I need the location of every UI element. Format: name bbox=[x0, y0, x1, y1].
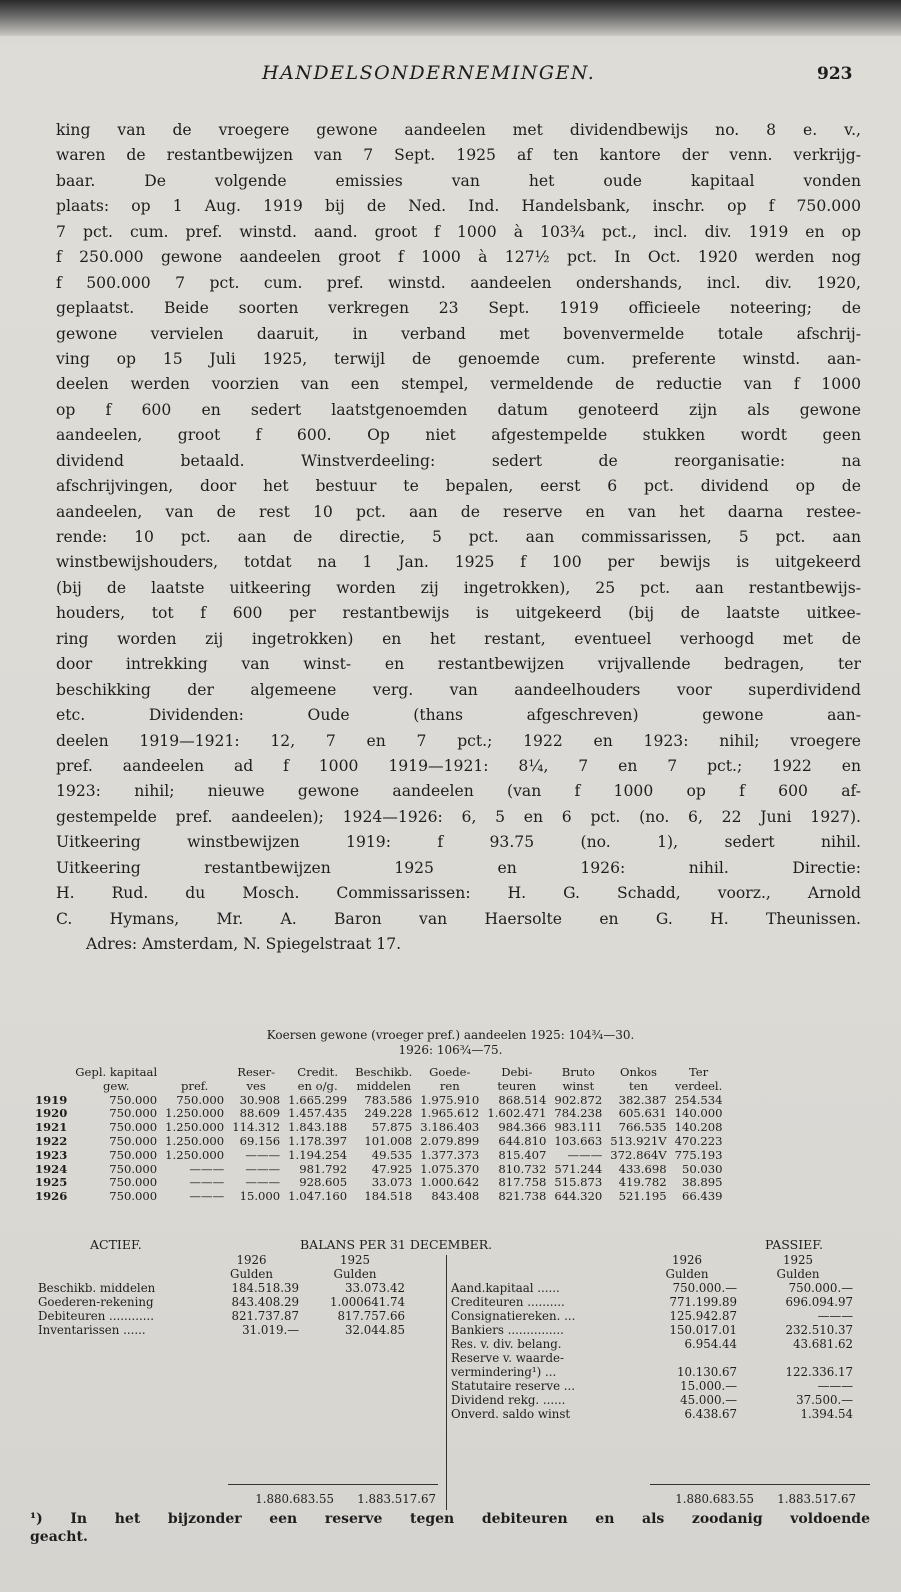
table-row bbox=[35, 1163, 727, 1177]
table-cell: 1.194.254 bbox=[288, 1147, 348, 1162]
body-line: Uitkeering winstbewijzen 1919: f 93.75 (no. 1), sedert nihil. bbox=[56, 833, 861, 852]
actief-value: 184.518.39 bbox=[231, 1281, 299, 1295]
passief-value: 6.438.67 bbox=[684, 1407, 737, 1421]
table-cell: 249.228 bbox=[364, 1106, 413, 1121]
table-cell: 571.244 bbox=[554, 1161, 603, 1176]
passief-value: 45.000.— bbox=[680, 1393, 737, 1407]
table-cell: 843.408 bbox=[431, 1189, 480, 1204]
table-header-cell: Goede- bbox=[429, 1065, 471, 1079]
table-cell: 114.312 bbox=[232, 1120, 281, 1135]
passief-label: Reserve v. waarde- bbox=[451, 1351, 565, 1365]
table-cell: 1.457.435 bbox=[288, 1106, 348, 1121]
table-cell: 750.000 bbox=[109, 1092, 158, 1107]
body-line: aandeelen, van de rest 10 pct. aan de reserve en van het daarna restee- bbox=[56, 502, 861, 521]
actief-label: ACTIEF. bbox=[90, 1237, 142, 1252]
table-header-cell: ren bbox=[439, 1078, 460, 1093]
passief-total-a: 1.880.683.55 bbox=[675, 1492, 754, 1506]
passief-label: PASSIEF. bbox=[765, 1237, 823, 1252]
table-cell: ——— bbox=[245, 1175, 281, 1190]
body-line: beschikking der algemeene verg. van aandeelhouders voor superdividend bbox=[56, 680, 861, 699]
table-cell: 88.609 bbox=[239, 1106, 281, 1121]
table-cell: 1.965.612 bbox=[420, 1106, 480, 1121]
table-cell: 644.810 bbox=[498, 1133, 547, 1148]
table-cell: 515.873 bbox=[554, 1175, 603, 1190]
table-header-cell: Beschikb. bbox=[355, 1065, 413, 1079]
passief-value: ——— bbox=[817, 1379, 853, 1393]
passief-row bbox=[448, 1337, 856, 1351]
passief-value: 122.336.17 bbox=[785, 1365, 853, 1379]
table-cell: ——— bbox=[189, 1175, 225, 1190]
table-cell: 750.000 bbox=[109, 1161, 158, 1176]
table-row bbox=[35, 1176, 727, 1190]
passief-row bbox=[448, 1379, 856, 1393]
table-header-cell: en o/g. bbox=[297, 1078, 338, 1093]
passief-row bbox=[448, 1309, 856, 1323]
passief-value: 10.130.67 bbox=[676, 1365, 737, 1379]
table-header-cell: Onkos bbox=[619, 1065, 657, 1079]
table-cell: 984.366 bbox=[498, 1120, 547, 1135]
body-line: king van de vroegere gewone aandeelen met dividendbewijs no. 8 e. v., bbox=[56, 121, 861, 139]
actief-table bbox=[35, 1253, 408, 1337]
table-cell: 821.738 bbox=[498, 1189, 547, 1204]
table-cell: 1.047.160 bbox=[288, 1189, 348, 1204]
table-header-row bbox=[35, 1066, 727, 1080]
actief-value: 821.737.87 bbox=[231, 1309, 299, 1323]
body-line: deelen werden voorzien van een stempel, vermeldende de reductie van f 1000 bbox=[56, 375, 861, 394]
footnote-line-1: ¹) In het bijzonder een reserve tegen debiteuren en als zoodanig voldoende bbox=[30, 1511, 870, 1527]
passief-currency-a: Gulden bbox=[665, 1267, 709, 1281]
table-cell: 1.975.910 bbox=[420, 1092, 480, 1107]
passief-value: 696.094.97 bbox=[785, 1295, 853, 1309]
body-line: 7 pct. cum. pref. winstd. aand. groot f 1000 à 103¾ pct., incl. div. 1919 en op bbox=[56, 222, 861, 241]
table-header-cell bbox=[161, 1066, 228, 1080]
actief-label: Beschikb. middelen bbox=[38, 1281, 156, 1295]
table-year-cell: 1926 bbox=[35, 1189, 68, 1204]
table-cell: ——— bbox=[245, 1147, 281, 1162]
table-cell: 750.000 bbox=[109, 1147, 158, 1162]
actief-currency-b: Gulden bbox=[333, 1267, 377, 1281]
passief-label: Statutaire reserve ... bbox=[451, 1379, 576, 1393]
table-cell: 1.843.188 bbox=[288, 1120, 348, 1135]
table-cell: 815.407 bbox=[498, 1147, 547, 1162]
table-year-cell: 1922 bbox=[35, 1133, 68, 1148]
table-cell: 47.925 bbox=[371, 1161, 413, 1176]
actief-label: Debiteuren ............ bbox=[38, 1309, 155, 1323]
table-header-cell: winst bbox=[562, 1078, 595, 1093]
table-cell: 3.186.403 bbox=[420, 1120, 480, 1135]
table-cell: 817.758 bbox=[498, 1175, 547, 1190]
passief-label: Aand.kapitaal ...... bbox=[451, 1281, 560, 1295]
table-cell: 2.079.899 bbox=[420, 1133, 480, 1148]
body-line: winstbewijshouders, totdat na 1 Jan. 1925 f 100 per bewijs is uitgekeerd bbox=[56, 553, 861, 572]
table-cell: 868.514 bbox=[498, 1092, 547, 1107]
actief-row bbox=[35, 1281, 408, 1295]
body-line: f 250.000 gewone aandeelen groot f 1000 à 127½ pct. In Oct. 1920 werden nog bbox=[56, 248, 861, 267]
table-cell: 30.908 bbox=[239, 1092, 281, 1107]
table-header-cell: middelen bbox=[356, 1078, 411, 1093]
actief-row bbox=[35, 1323, 408, 1337]
actief-sum-rule bbox=[228, 1484, 438, 1485]
actief-value: 817.757.66 bbox=[337, 1309, 405, 1323]
passief-value: 15.000.— bbox=[680, 1379, 737, 1393]
body-line: houders, tot f 600 per restantbewijs is uitgekeerd (bij de laatste uitkee- bbox=[56, 604, 861, 623]
body-line: plaats: op 1 Aug. 1919 bij de Ned. Ind. Handelsbank, inschr. op f 750.000 bbox=[56, 197, 861, 216]
actief-row bbox=[35, 1309, 408, 1323]
passief-value: 43.681.62 bbox=[792, 1337, 853, 1351]
table-header-cell: ves bbox=[246, 1078, 266, 1093]
table-header-cell: Reser- bbox=[237, 1065, 276, 1079]
scan-top-edge bbox=[0, 0, 901, 36]
body-line: f 500.000 7 pct. cum. pref. winstd. aandeelen ondershands, incl. div. 1920, bbox=[56, 273, 861, 292]
passief-row bbox=[448, 1365, 856, 1379]
passief-row bbox=[448, 1393, 856, 1407]
table-cell: 66.439 bbox=[681, 1189, 723, 1204]
table-header-cell: Debi- bbox=[501, 1065, 533, 1079]
table-cell: 750.000 bbox=[109, 1133, 158, 1148]
table-row bbox=[35, 1121, 727, 1135]
table-cell: 49.535 bbox=[371, 1147, 413, 1162]
table-header-cell: Ter bbox=[688, 1065, 709, 1079]
table-cell: 470.223 bbox=[674, 1133, 723, 1148]
page-number: 923 bbox=[817, 64, 853, 84]
table-header-cell: Bruto bbox=[561, 1065, 595, 1079]
body-line: baar. De volgende emissies van het oude kapitaal vonden bbox=[56, 171, 861, 190]
passief-year-b: 1925 bbox=[782, 1253, 814, 1267]
table-cell: 783.586 bbox=[364, 1092, 413, 1107]
table-cell: 983.111 bbox=[554, 1120, 603, 1135]
table-cell: 1.250.000 bbox=[165, 1106, 225, 1121]
passief-totals bbox=[652, 1492, 856, 1506]
table-cell: 254.534 bbox=[674, 1092, 723, 1107]
table-cell: 372.864V bbox=[610, 1147, 667, 1162]
passief-label: Consignatiereken. ... bbox=[451, 1309, 576, 1323]
table-cell: 775.193 bbox=[674, 1147, 723, 1162]
body-line: gestempelde pref. aandeelen); 1924—1926: 6, 5 en 6 pct. (no. 6, 22 Juni 1927). bbox=[56, 807, 861, 826]
actief-value: 843.408.29 bbox=[231, 1295, 299, 1309]
koersen-line-2: 1926: 106¾—75. bbox=[398, 1043, 503, 1057]
table-cell: ——— bbox=[189, 1161, 225, 1176]
body-line: dividend betaald. Winstverdeeling: sedert de reorganisatie: na bbox=[56, 451, 861, 470]
table-header-cell: Gepl. kapitaal bbox=[75, 1065, 158, 1079]
body-line: Adres: Amsterdam, N. Spiegelstraat 17. bbox=[86, 935, 402, 953]
table-year-cell: 1919 bbox=[35, 1092, 68, 1107]
table-year-cell: 1921 bbox=[35, 1120, 68, 1135]
table-cell: 766.535 bbox=[618, 1120, 667, 1135]
body-line: afschrijvingen, door het bestuur te bepalen, eerst 6 pct. dividend op de bbox=[56, 477, 861, 496]
table-cell: 644.320 bbox=[554, 1189, 603, 1204]
table-cell: 1.178.397 bbox=[288, 1133, 348, 1148]
passief-value: 6.954.44 bbox=[684, 1337, 737, 1351]
body-line: geplaatst. Beide soorten verkregen 23 Sept. 1919 officieele noteering; de bbox=[56, 299, 861, 318]
actief-total-a: 1.880.683.55 bbox=[255, 1492, 334, 1506]
table-cell: 521.195 bbox=[618, 1189, 667, 1204]
passief-label: Dividend rekg. ...... bbox=[451, 1393, 566, 1407]
table-cell: 140.000 bbox=[674, 1106, 723, 1121]
table-cell: 15.000 bbox=[239, 1189, 281, 1204]
table-cell: 1.602.471 bbox=[487, 1106, 547, 1121]
passief-label: Bankiers ............... bbox=[451, 1323, 564, 1337]
actief-total-b: 1.883.517.67 bbox=[357, 1492, 436, 1506]
table-cell: 902.872 bbox=[554, 1092, 603, 1107]
table-cell: 605.631 bbox=[618, 1106, 667, 1121]
table-cell: 1.250.000 bbox=[165, 1147, 225, 1162]
passief-row bbox=[448, 1351, 856, 1365]
table-header-cell: ten bbox=[628, 1078, 648, 1093]
passief-sum-rule bbox=[650, 1484, 870, 1485]
passief-label: Onverd. saldo winst bbox=[451, 1407, 571, 1421]
passief-value: 150.017.01 bbox=[669, 1323, 737, 1337]
passief-value: 750.000.— bbox=[788, 1281, 853, 1295]
running-title: HANDELSONDERNEMINGEN. bbox=[262, 62, 596, 84]
table-year-cell: 1920 bbox=[35, 1106, 68, 1121]
actief-label: Goederen-rekening bbox=[38, 1295, 154, 1309]
table-cell: 69.156 bbox=[239, 1133, 281, 1148]
passief-row bbox=[448, 1281, 856, 1295]
table-row bbox=[35, 1149, 727, 1163]
table-cell: 513.921V bbox=[610, 1133, 667, 1148]
passief-value: 750.000.— bbox=[672, 1281, 737, 1295]
body-line: C. Hymans, Mr. A. Baron van Haersolte en G. H. Theunissen. bbox=[56, 909, 861, 928]
table-year-cell: 1925 bbox=[35, 1175, 68, 1190]
body-line: gewone vervielen daaruit, in verband met bovenvermelde totale afschrij- bbox=[56, 324, 861, 343]
page-header bbox=[0, 62, 901, 90]
balance-title: BALANS PER 31 DECEMBER. bbox=[300, 1237, 493, 1252]
table-cell: 433.698 bbox=[618, 1161, 667, 1176]
passief-value bbox=[634, 1351, 740, 1365]
actief-value: 33.073.42 bbox=[344, 1281, 405, 1295]
table-header-cell: teuren bbox=[497, 1078, 537, 1093]
body-line: aandeelen, groot f 600. Op niet afgestempelde stukken wordt geen bbox=[56, 426, 861, 445]
table-cell: 382.387 bbox=[618, 1092, 667, 1107]
passief-label: vermindering¹) ... bbox=[451, 1365, 557, 1379]
table-year-cell: 1923 bbox=[35, 1147, 68, 1162]
table-cell: 750.000 bbox=[109, 1106, 158, 1121]
table-row bbox=[35, 1094, 727, 1108]
body-line: ring worden zij ingetrokken) en het restant, eventueel verhoogd met de bbox=[56, 629, 861, 648]
passief-value: 232.510.37 bbox=[785, 1323, 853, 1337]
passief-label: Crediteuren .......... bbox=[451, 1295, 565, 1309]
table-year-cell: 1924 bbox=[35, 1161, 68, 1176]
table-row bbox=[35, 1190, 727, 1204]
body-line: deelen 1919—1921: 12, 7 en 7 pct.; 1922 en 1923: nihil; vroegere bbox=[56, 731, 861, 750]
table-cell: 750.000 bbox=[109, 1175, 158, 1190]
table-cell: 419.782 bbox=[618, 1175, 667, 1190]
table-cell: 140.208 bbox=[674, 1120, 723, 1135]
body-line: op f 600 en sedert laatstgenoemden datum genoteerd zijn als gewone bbox=[56, 400, 861, 419]
body-line: 1923: nihil; nieuwe gewone aandeelen (van f 1000 op f 600 af- bbox=[56, 782, 861, 801]
passief-value: 37.500.— bbox=[796, 1393, 853, 1407]
table-row bbox=[35, 1135, 727, 1149]
passief-value bbox=[740, 1351, 856, 1365]
table-cell: 1.075.370 bbox=[420, 1161, 480, 1176]
body-line: Uitkeering restantbewijzen 1925 en 1926: nihil. Directie: bbox=[56, 858, 861, 877]
table-header-cell: Credit. bbox=[297, 1065, 339, 1079]
table-header-row bbox=[35, 1080, 727, 1094]
passief-value: 1.394.54 bbox=[800, 1407, 853, 1421]
table-cell: ——— bbox=[189, 1189, 225, 1204]
actief-label: Inventarissen ...... bbox=[38, 1323, 146, 1337]
table-cell: 38.895 bbox=[681, 1175, 723, 1190]
table-cell: 981.792 bbox=[299, 1161, 348, 1176]
actief-totals bbox=[232, 1492, 436, 1506]
table-header-cell: verdeel. bbox=[674, 1078, 723, 1093]
actief-year-a: 1926 bbox=[236, 1253, 267, 1267]
table-cell: 810.732 bbox=[498, 1161, 547, 1176]
table-cell: 1.000.642 bbox=[420, 1175, 480, 1190]
passief-value: 771.199.89 bbox=[669, 1295, 737, 1309]
table-cell: 1.665.299 bbox=[288, 1092, 348, 1107]
body-line: ving op 15 Juli 1925, terwijl de genoemde cum. preferente winstd. aan- bbox=[56, 349, 861, 368]
passief-label: Res. v. div. belang. bbox=[451, 1337, 562, 1351]
balance-divider bbox=[446, 1255, 447, 1510]
table-header-cell: gew. bbox=[102, 1078, 130, 1093]
table-row bbox=[35, 1107, 727, 1121]
passief-value: ——— bbox=[817, 1309, 853, 1323]
actief-row bbox=[35, 1295, 408, 1309]
table-cell: 784.238 bbox=[554, 1106, 603, 1121]
passief-row bbox=[448, 1323, 856, 1337]
body-line: pref. aandeelen ad f 1000 1919—1921: 8¼, 7 en 7 pct.; 1922 en bbox=[56, 756, 861, 775]
koersen-caption bbox=[0, 1028, 901, 1058]
table-cell: 33.073 bbox=[371, 1175, 413, 1190]
financial-table bbox=[35, 1066, 727, 1204]
koersen-line-1: Koersen gewone (vroeger pref.) aandeelen 1925: 104¾—30. bbox=[266, 1028, 635, 1042]
table-cell: ——— bbox=[567, 1147, 603, 1162]
passief-row bbox=[448, 1295, 856, 1309]
table-header-cell bbox=[35, 1080, 71, 1094]
table-cell: 1.377.373 bbox=[420, 1147, 480, 1162]
table-cell: 101.008 bbox=[364, 1133, 413, 1148]
body-line: rende: 10 pct. aan de directie, 5 pct. aan commissarissen, 5 pct. aan bbox=[56, 528, 861, 546]
table-header-cell bbox=[35, 1066, 71, 1080]
actief-currency-a: Gulden bbox=[230, 1267, 273, 1281]
table-cell: 1.250.000 bbox=[165, 1133, 225, 1148]
passief-value: 125.942.87 bbox=[669, 1309, 737, 1323]
table-cell: 57.875 bbox=[371, 1120, 413, 1135]
passief-table bbox=[448, 1253, 856, 1421]
footnote bbox=[30, 1510, 870, 1546]
body-line: waren de restantbewijzen van 7 Sept. 1925 af ten kantore der venn. verkrijg- bbox=[56, 146, 861, 165]
table-cell: 184.518 bbox=[364, 1189, 413, 1204]
body-line: door intrekking van winst- en restantbewijzen vrijvallende bedragen, ter bbox=[56, 655, 861, 674]
passief-total-b: 1.883.517.67 bbox=[777, 1492, 856, 1506]
body-line: etc. Dividenden: Oude (thans afgeschreven) gewone aan- bbox=[56, 706, 861, 725]
table-cell: 750.000 bbox=[109, 1189, 158, 1204]
body-text bbox=[56, 118, 861, 957]
body-line: H. Rud. du Mosch. Commissarissen: H. G. Schadd, voorz., Arnold bbox=[56, 884, 861, 903]
table-cell: 1.250.000 bbox=[165, 1120, 225, 1135]
table-cell: 750.000 bbox=[176, 1092, 225, 1107]
actief-year-b: 1925 bbox=[339, 1253, 371, 1267]
passief-row bbox=[448, 1407, 856, 1421]
table-header-cell: pref. bbox=[180, 1078, 209, 1093]
table-cell: ——— bbox=[245, 1161, 281, 1176]
table-cell: 50.030 bbox=[681, 1161, 723, 1176]
body-line: (bij de laatste uitkeering worden zij ingetrokken), 25 pct. aan restantbewijs- bbox=[56, 578, 861, 597]
passief-year-a: 1926 bbox=[671, 1253, 703, 1267]
passief-currency-b: Gulden bbox=[776, 1267, 820, 1281]
actief-value: 32.044.85 bbox=[344, 1323, 405, 1337]
actief-value: 31.019.— bbox=[242, 1323, 299, 1337]
table-cell: 103.663 bbox=[554, 1133, 603, 1148]
table-cell: 750.000 bbox=[109, 1120, 158, 1135]
actief-value: 1.000641.74 bbox=[329, 1295, 405, 1309]
table-cell: 928.605 bbox=[299, 1175, 348, 1190]
footnote-line-2: geacht. bbox=[30, 1529, 88, 1545]
